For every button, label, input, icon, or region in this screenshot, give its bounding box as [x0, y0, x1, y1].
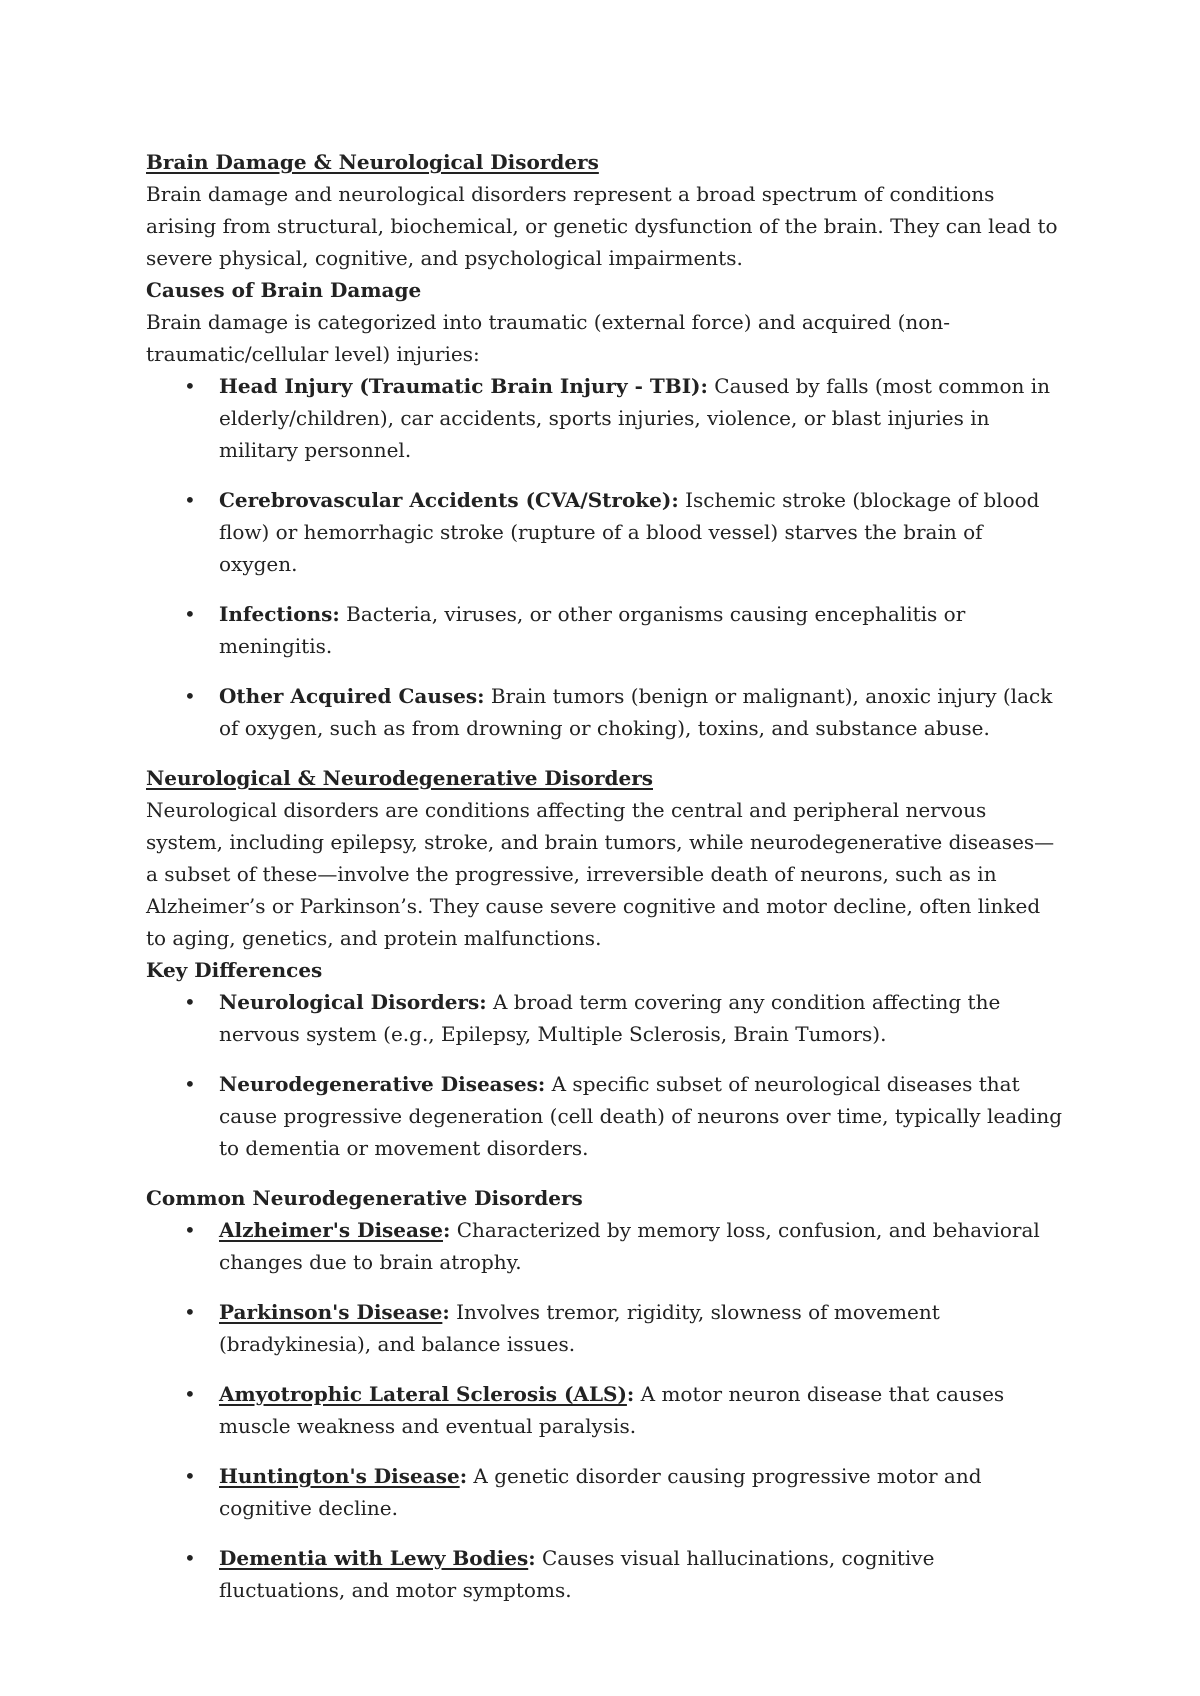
bullet-icon: •: [184, 374, 196, 398]
bullet-icon: •: [184, 1300, 196, 1324]
bullet-icon: •: [184, 1546, 196, 1570]
item-text: Caused by falls (most common in elderly/children), car accidents, sports injuries, violence, or blast injuries in military personnel.: [219, 374, 1051, 462]
list-item: [146, 598, 1066, 662]
item-term: Dementia with Lewy Bodies: [219, 1546, 529, 1570]
list-item: [146, 1542, 1066, 1606]
list-item: [146, 1378, 1066, 1442]
list-item: [146, 986, 1066, 1050]
causes-heading: Causes of Brain Damage: [146, 278, 422, 302]
document-title: Brain Damage & Neurological Disorders: [146, 150, 599, 174]
bullet-icon: •: [184, 488, 196, 512]
item-colon: :: [528, 1546, 536, 1570]
item-term: Head Injury (Traumatic Brain Injury - TBI):: [219, 374, 708, 398]
item-text: Brain tumors (benign or malignant), anoxic injury (lack of oxygen, such as from drowning or choking), toxins, and substance abuse.: [219, 684, 1053, 740]
item-text: A specific subset of neurological diseases that cause progressive degeneration (cell death) of neurons over time, typically leading to dementia or movement disorders.: [219, 1072, 1062, 1160]
causes-intro: Brain damage is categorized into traumatic (external force) and acquired (non-traumatic/cellular level) injuries:: [146, 310, 950, 366]
list-item: [146, 1214, 1066, 1278]
item-term: Huntington's Disease: [219, 1464, 460, 1488]
bullet-icon: •: [184, 684, 196, 708]
list-item: [146, 484, 1066, 580]
common-heading: Common Neurodegenerative Disorders: [146, 1186, 583, 1210]
item-term: Infections:: [219, 602, 340, 626]
item-colon: :: [442, 1300, 450, 1324]
item-colon: :: [459, 1464, 468, 1488]
list-item: [146, 680, 1066, 744]
item-text: A broad term covering any condition affecting the nervous system (e.g., Epilepsy, Multiple Sclerosis, Brain Tumors).: [219, 990, 1001, 1046]
bullet-icon: •: [184, 990, 196, 1014]
neuro-heading: Neurological & Neurodegenerative Disorders: [146, 766, 653, 790]
item-term: Alzheimer's Disease: [219, 1218, 443, 1242]
bullet-icon: •: [184, 1464, 196, 1488]
bullet-icon: •: [184, 1382, 196, 1406]
item-text: Ischemic stroke (blockage of blood flow) or hemorrhagic stroke (rupture of a blood vessel) starves the brain of oxygen.: [219, 488, 1040, 576]
item-term: Neurological Disorders:: [219, 990, 487, 1014]
item-term: Amyotrophic Lateral Sclerosis (ALS): [219, 1382, 627, 1406]
differences-heading: Key Differences: [146, 958, 323, 982]
item-colon: :: [442, 1218, 451, 1242]
item-text: Characterized by memory loss, confusion, and behavioral changes due to brain atrophy.: [219, 1218, 1040, 1274]
list-item: [146, 370, 1066, 466]
neuro-paragraph: Neurological disorders are conditions affecting the central and peripheral nervous system, including epilepsy, stroke, and brain tumors, while neurodegenerative diseases—a subset of these—involve the progressive, irreversible death of neurons, such as in Alzheimer’s or Parkinson’s. They cause severe cognitive and motor decline, often linked to aging, genetics, and protein malfunctions.: [146, 798, 1055, 950]
list-item: [146, 1296, 1066, 1360]
item-text: Involves tremor, rigidity, slowness of movement (bradykinesia), and balance issues.: [219, 1300, 940, 1356]
item-term: Parkinson's Disease: [219, 1300, 443, 1324]
item-text: A motor neuron disease that causes muscle weakness and eventual paralysis.: [219, 1382, 1005, 1438]
causes-list: [146, 370, 1066, 744]
item-text: Bacteria, viruses, or other organisms causing encephalitis or meningitis.: [219, 602, 966, 658]
differences-list: [146, 986, 1066, 1164]
item-term: Cerebrovascular Accidents (CVA/Stroke):: [219, 488, 679, 512]
bullet-icon: •: [184, 602, 196, 626]
bullet-icon: •: [184, 1218, 196, 1242]
item-text: A genetic disorder causing progressive motor and cognitive decline.: [219, 1464, 982, 1520]
item-term: Neurodegenerative Diseases:: [219, 1072, 546, 1096]
item-colon: :: [626, 1382, 635, 1406]
list-item: [146, 1068, 1066, 1164]
list-item: [146, 1460, 1066, 1524]
document-page: [146, 146, 1066, 1624]
item-text: Causes visual hallucinations, cognitive fluctuations, and motor symptoms.: [219, 1546, 935, 1602]
item-term: Other Acquired Causes:: [219, 684, 485, 708]
common-list: [146, 1214, 1066, 1606]
bullet-icon: •: [184, 1072, 196, 1096]
intro-paragraph: Brain damage and neurological disorders represent a broad spectrum of conditions arising from structural, biochemical, or genetic dysfunction of the brain. They can lead to severe physical, cognitive, and psychological impairments.: [146, 182, 1058, 270]
